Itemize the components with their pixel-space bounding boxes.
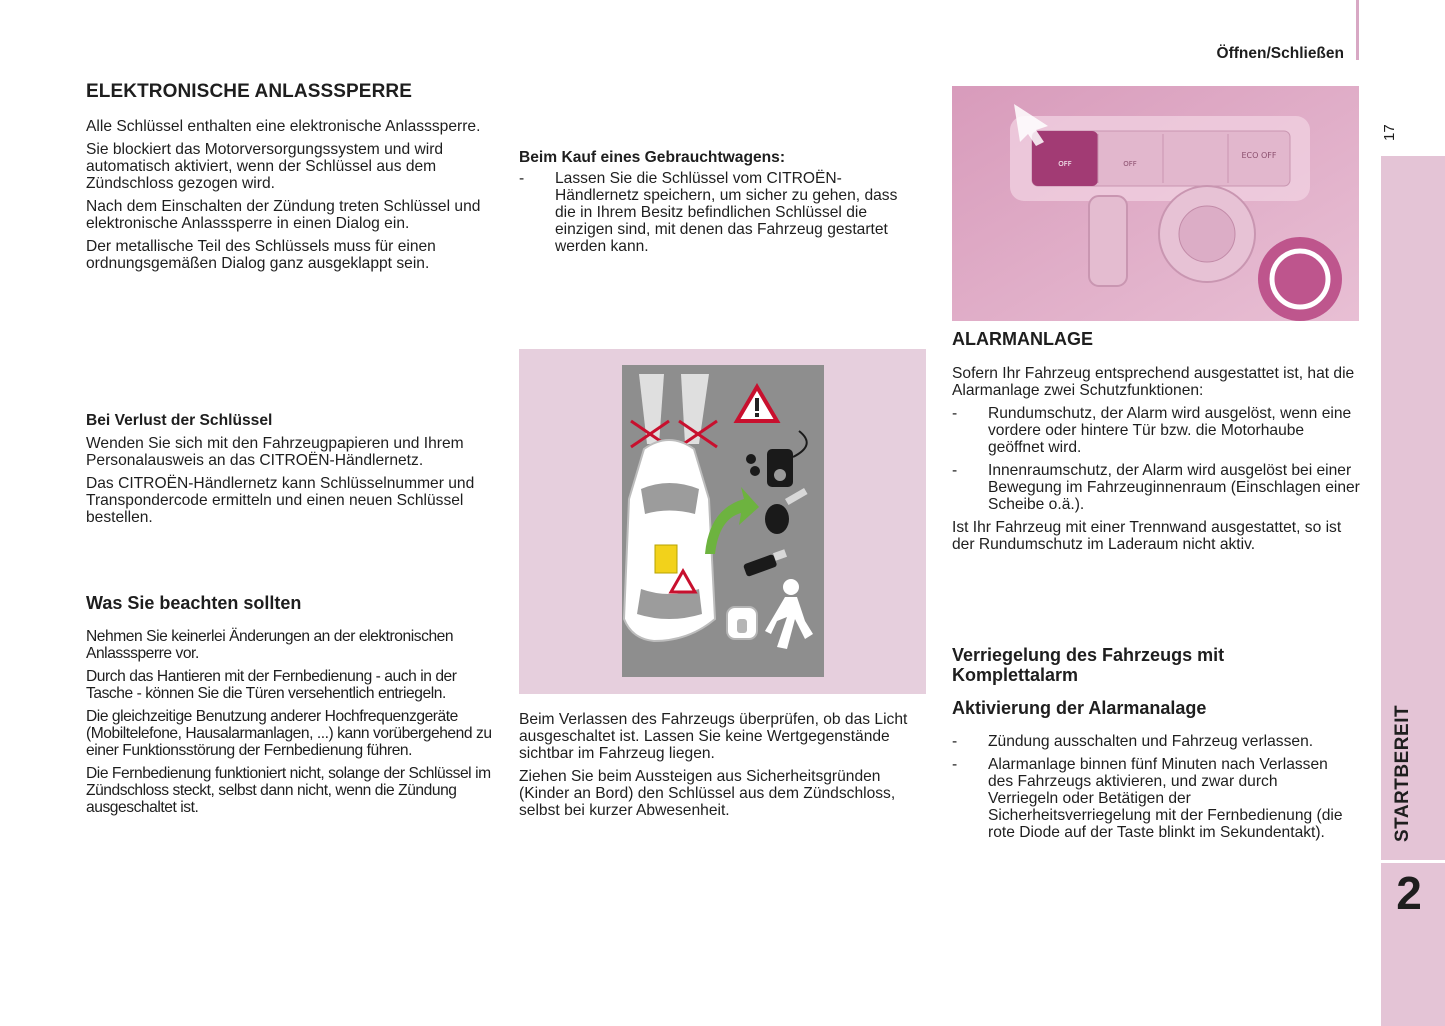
paragraph: Sie blockiert das Motorversorgungssystem und wird automatisch aktiviert, wenn der Schlüssel aus dem Zündschloss gezogen wird. <box>86 141 444 192</box>
header-rule <box>1356 0 1359 60</box>
paragraph: Alle Schlüssel enthalten eine elektronische Anlasssperre. <box>86 118 481 135</box>
lock-section <box>952 645 1352 847</box>
paragraph: Wenden Sie sich mit den Fahrzeugpapieren und Ihrem Personalausweis an das CITROËN-Händlernetz. <box>86 435 464 469</box>
used-car-section <box>519 149 919 261</box>
dash-label: ECO OFF <box>1241 151 1277 160</box>
paragraph: Ziehen Sie beim Aussteigen aus Sicherheitsgründen (Kinder an Bord) den Schlüssel aus dem Zündschloss, selbst bei kurzer Abwesenheit. <box>519 768 896 819</box>
dash-marker: - <box>952 756 958 773</box>
chapter-label: STARTBEREIT <box>1392 704 1413 842</box>
paragraph: Sofern Ihr Fahrzeug entsprechend ausgestattet ist, hat die Alarmanlage zwei Schutzfunktionen: <box>952 365 1355 399</box>
activate-heading: Aktivierung der Alarmanalage <box>952 698 1207 718</box>
dash-marker: - <box>952 405 958 422</box>
chapter-number: 2 <box>1396 867 1422 919</box>
immobiliser-heading: ELEKTRONISCHE ANLASSSPERRE <box>86 81 412 102</box>
notes-heading: Was Sie beachten sollten <box>86 593 302 613</box>
dash-marker: - <box>519 170 525 187</box>
paragraph: Beim Verlassen des Fahrzeugs überprüfen, ob das Licht ausgeschaltet ist. Lassen Sie keine Wertgegenstände sichtbar im Fahrzeug liegen. <box>519 711 908 762</box>
list-item: - Rundumschutz, der Alarm wird ausgelöst, wenn eine vordere oder hintere Tür bzw. die Motorhaube geöffnet wird. <box>952 405 1352 456</box>
paragraph: Der metallische Teil des Schlüssels muss für einen ordnungsgemäßen Dialog ganz ausgeklappt sein. <box>86 238 436 272</box>
dashboard-svg <box>952 86 1359 321</box>
paragraph: Das CITROËN-Händlernetz kann Schlüsselnummer und Transpondercode ermitteln und einen neuen Schlüssel bestellen. <box>86 475 475 526</box>
section-title: Öffnen/Schließen <box>1216 45 1344 62</box>
list-item: - Zündung ausschalten und Fahrzeug verlassen. <box>952 733 1314 750</box>
left-column <box>86 83 496 278</box>
dimmer-wheel <box>1089 196 1127 286</box>
paragraph: Die Fernbedienung funktioniert nicht, solange der Schlüssel im Zündschloss steckt, selbst dann nicht, wenn die Zündung ausgeschaltet ist. <box>86 765 491 816</box>
alarm-section <box>952 329 1362 559</box>
chapter-tab-divider <box>1381 860 1445 863</box>
dashboard-photo <box>952 86 1359 321</box>
paragraph: Die gleichzeitige Benutzung anderer Hochfrequenzgeräte (Mobiltelefone, Hausalarmanlagen, ...) kann vorübergehend zu einer Funktionsstörung der Fernbedienung führen. <box>86 708 492 759</box>
list-item: - Innenraumschutz, der Alarm wird ausgelöst bei einer Bewegung im Fahrzeuginnenraum (Einschlagen einer Scheibe o.ä.). <box>952 462 1360 513</box>
paragraph: Nach dem Einschalten der Zündung treten Schlüssel und elektronische Anlasssperre in einen Dialog ein. <box>86 198 481 232</box>
notes-section <box>86 593 496 822</box>
padlock-icon <box>727 607 757 639</box>
hi-vis-vest-icon <box>655 545 677 573</box>
paragraph: Ist Ihr Fahrzeug mit einer Trennwand ausgestattet, so ist der Rundumschutz im Laderaum nicht aktiv. <box>952 519 1342 553</box>
lost-keys-section <box>86 412 486 532</box>
lock-heading: Verriegelung des Fahrzeugs mit Komplettalarm <box>952 645 1225 685</box>
dash-label: OFF <box>1058 160 1072 168</box>
paragraph: Nehmen Sie keinerlei Änderungen an der elektronischen Anlasssperre vor. <box>86 628 454 662</box>
page-number: 17 <box>1381 124 1398 141</box>
list-item: - Lassen Sie die Schlüssel vom CITROËN-Händlernetz speichern, um sicher zu gehen, dass die in Ihrem Besitz befindlichen Schlüssel die einzigen sind, mit denen das Fahrzeug gestartet werden kann. <box>519 170 898 255</box>
leaving-section <box>519 711 919 825</box>
used-car-heading: Beim Kauf eines Gebrauchtwagens: <box>519 149 786 166</box>
illustration-svg <box>519 349 926 694</box>
paragraph: Durch das Hantieren mit der Fernbedienung - auch in der Tasche - können Sie die Türen versehentlich entriegeln. <box>86 668 457 702</box>
alarm-heading: ALARMANLAGE <box>952 329 1093 349</box>
list-item: - Alarmanlage binnen fünf Minuten nach Verlassen des Fahrzeugs aktivieren, und zwar durch Verriegeln oder Betätigen der Sicherheitsverriegelung mit der Fernbedienung (die rote Diode auf der Taste blinkt im Sekundentakt). <box>952 756 1343 841</box>
car-top-view-icon <box>624 440 715 641</box>
leaving-vehicle-illustration <box>519 349 926 694</box>
dash-marker: - <box>952 462 958 479</box>
dash-label: OFF <box>1123 160 1137 168</box>
lost-keys-heading: Bei Verlust der Schlüssel <box>86 412 273 429</box>
dash-marker: - <box>952 733 958 750</box>
